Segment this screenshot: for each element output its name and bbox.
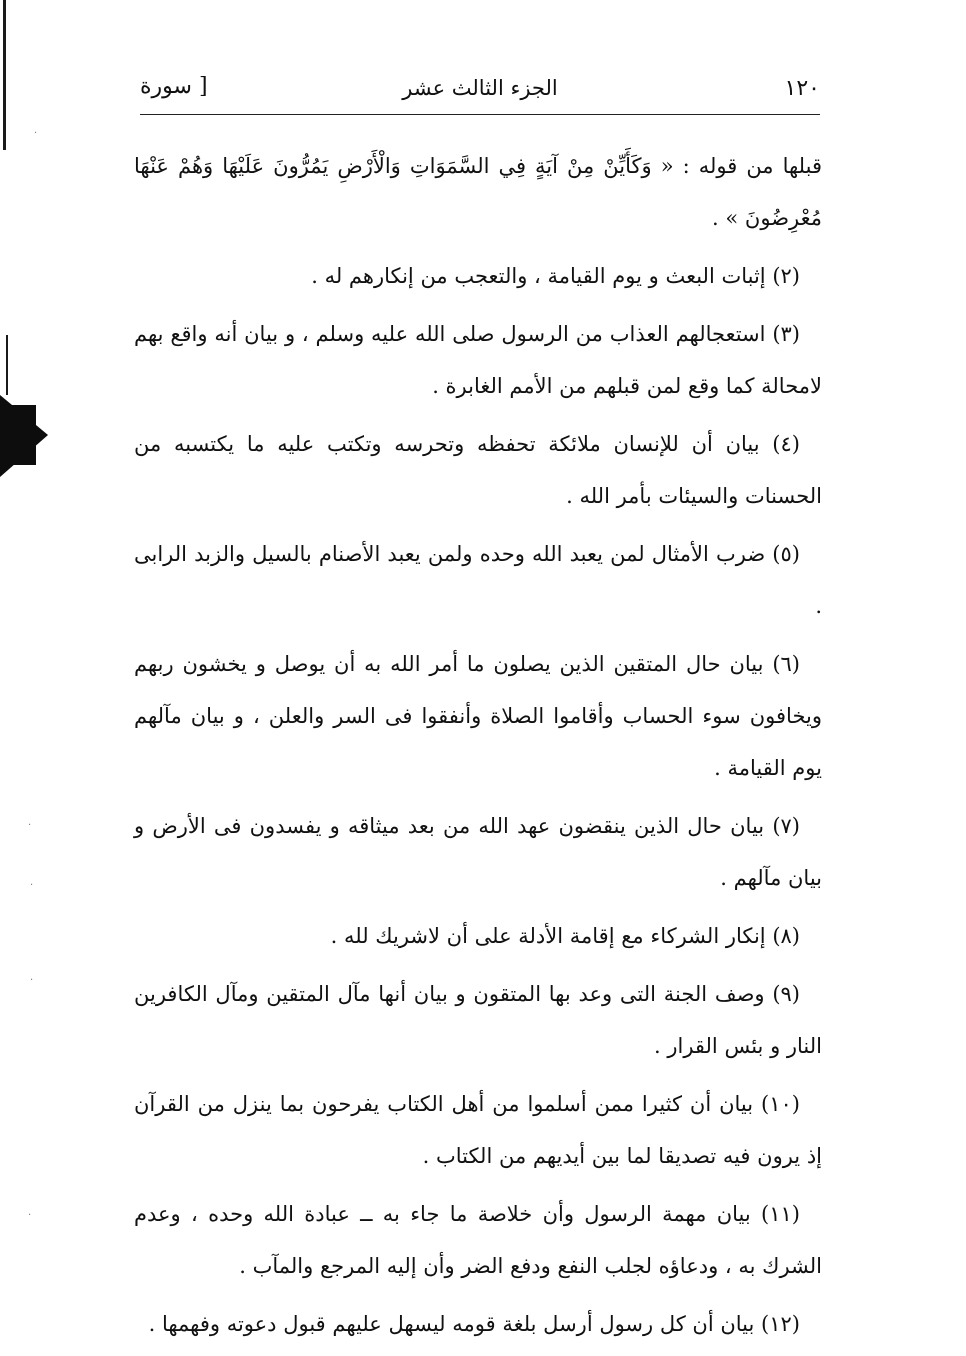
page-body [134, 140, 822, 1356]
scan-shadow-triangle [0, 395, 48, 477]
scan-speck: · [30, 880, 34, 891]
list-item-2: (٢) إثبات البعث و يوم القيامة ، والتعجب من إنكارهم له . [311, 264, 800, 288]
page-number: ١٢٠ [784, 76, 820, 101]
list-item-5: (٥) ضرب الأمثال لمن يعبد الله وحده ولمن يعبد الأصنام بالسيل والزبد الرابى . [134, 542, 822, 618]
scan-speck: · [30, 975, 34, 986]
part-title: الجزء الثالث عشر [402, 76, 558, 100]
page-header [140, 70, 820, 110]
scan-speck: · [34, 128, 38, 139]
header-rule [140, 114, 820, 115]
list-item-4: (٤) بيان أن للإنسان ملائكة تحفظه وتحرسه وتكتب عليه ما يكتسبه من الحسنات والسيئات بأمر الله . [134, 432, 822, 508]
paragraph-intro: قبلها من قوله : « وَكَأَيِّنْ مِنْ آيَةٍ فِي السَّمَوَاتِ وَالْأَرْضِ يَمُرُّونَ عَلَيْهَا وَهُمْ عَنْهَا مُعْرِضُونَ » . [134, 154, 822, 230]
scan-speck: · [28, 820, 32, 831]
list-item-6: (٦) بيان حال المتقين الذين يصلون ما أمر الله به أن يوصل و يخشون ربهم ويخافون سوء الحساب وأقاموا الصلاة وأنفقوا فى السر والعلن ، و بيان مآلهم يوم القيامة . [134, 652, 822, 780]
surah-label: [ سورة [140, 74, 208, 99]
list-item-11: (١١) بيان مهمة الرسول وأن خلاصة ما جاء به ــ عبادة الله وحده ، وعدم الشرك به ، ودعاؤه لجلب النفع ودفع الضر وأن إليه المرجع والمآب . [134, 1202, 822, 1278]
list-item-8: (٨) إنكار الشركاء مع إقامة الأدلة على أن لاشريك لله . [330, 924, 800, 948]
list-item-7: (٧) بيان حال الذين ينقضون عهد الله من بعد ميثاقه و يفسدون فى الأرض و بيان مآلهم . [134, 814, 822, 890]
list-item-3: (٣) استعجالهم العذاب من الرسول صلى الله عليه وسلم ، و بيان أنه واقع بهم لامحالة كما وقع لمن قبلهم من الأمم الغابرة . [134, 322, 822, 398]
list-item-12: (١٢) بيان أن كل رسول أرسل بلغة قومه ليسهل عليهم قبول دعوته وفهمها . [148, 1312, 800, 1336]
scan-edge-line-middle [6, 335, 8, 395]
scan-edge-line-top [3, 0, 6, 150]
scan-speck: · [28, 1210, 32, 1221]
list-item-9: (٩) وصف الجنة التى وعد بها المتقون و بيان أنها مآل المتقين ومآل الكافرين النار و بئس القرار . [134, 982, 822, 1058]
list-item-10: (١٠) بيان أن كثيرا ممن أسلموا من أهل الكتاب يفرحون بما ينزل من القرآن إذ يرون فيه تصديقا لما بين أيديهم من الكتاب . [134, 1092, 822, 1168]
